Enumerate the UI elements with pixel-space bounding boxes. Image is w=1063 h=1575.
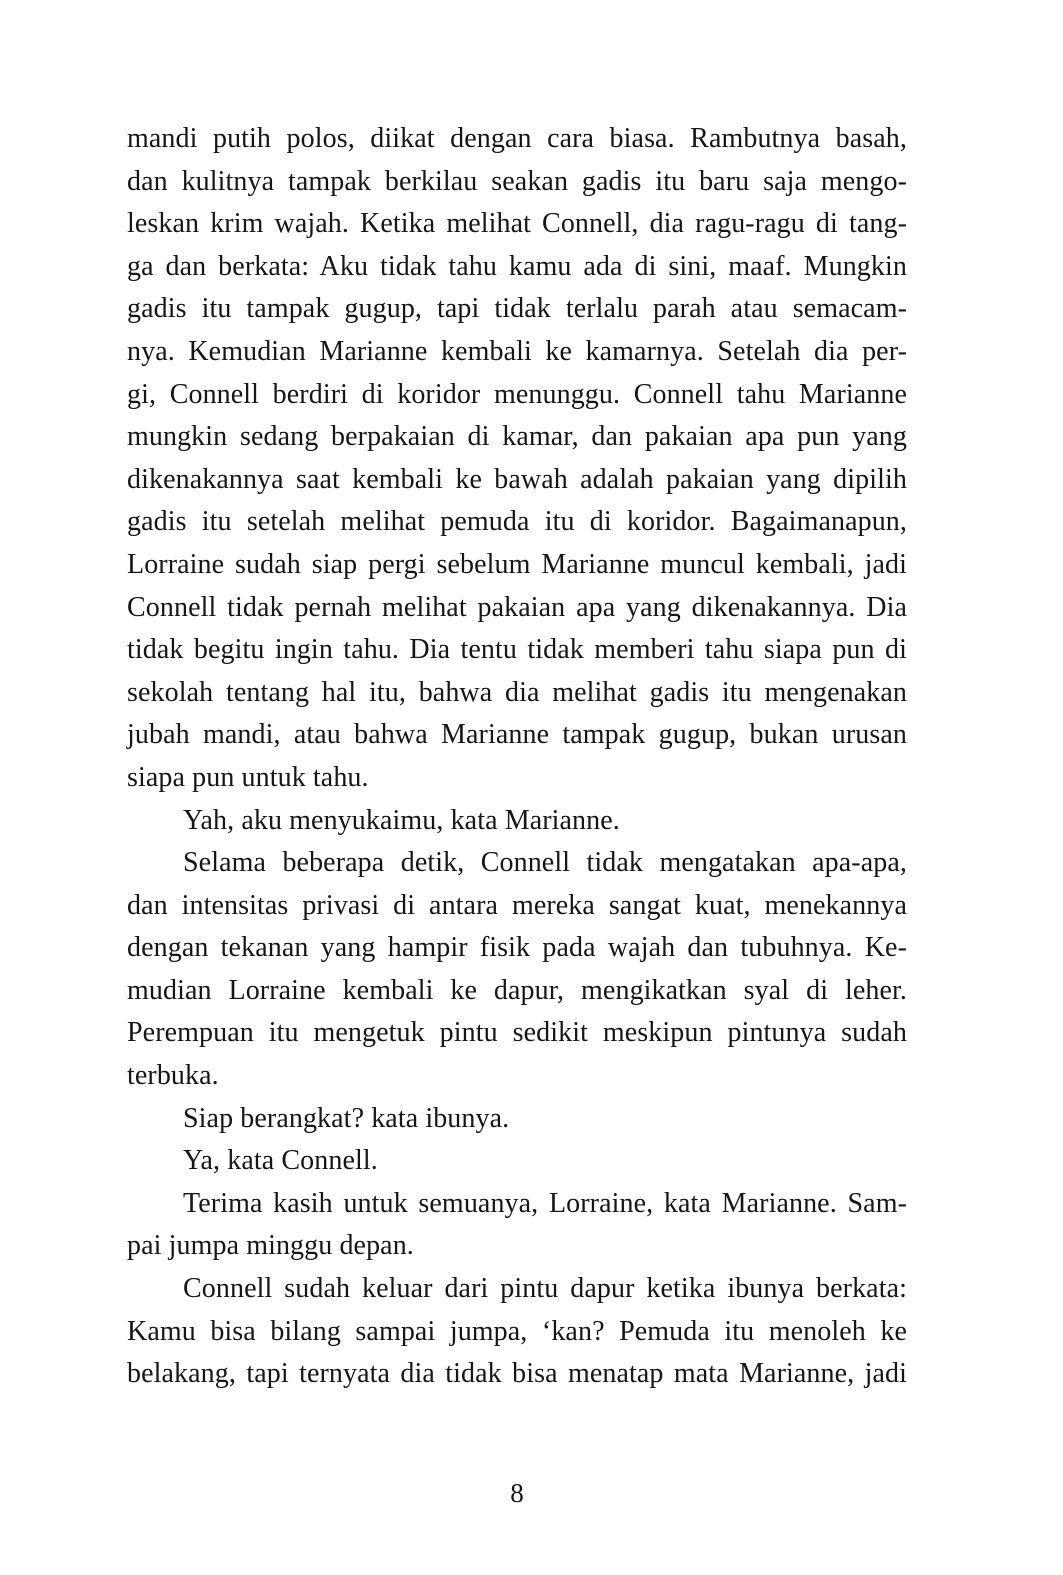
text-line: Ya, kata Connell. <box>183 1145 378 1177</box>
text-line: dengan tekanan yang hampir fisik pada wajah dan tubuhnya. Ke- <box>127 932 907 964</box>
paragraph <box>127 1268 907 1396</box>
text-line: leskan krim wajah. Ketika melihat Connell, dia ragu-ragu di tang- <box>127 208 907 240</box>
text-line: gi, Connell berdiri di koridor menunggu. Connell tahu Marianne <box>127 378 907 410</box>
text-line: gadis itu tampak gugup, tapi tidak terlalu parah atau semacam- <box>127 293 907 325</box>
text-line: pai jumpa minggu depan. <box>127 1230 414 1262</box>
text-line: Siap berangkat? kata ibunya. <box>183 1102 510 1134</box>
paragraph <box>127 118 907 800</box>
paragraph <box>127 1183 907 1268</box>
paragraph <box>127 842 907 1098</box>
text-line: dan kulitnya tampak berkilau seakan gadis itu baru saja mengo- <box>127 165 907 197</box>
text-line: Selama beberapa detik, Connell tidak mengatakan apa-apa, <box>183 847 907 879</box>
text-line: Perempuan itu mengetuk pintu sedikit meskipun pintunya sudah <box>127 1017 907 1049</box>
text-line: sekolah tentang hal itu, bahwa dia melihat gadis itu mengenakan <box>127 676 907 708</box>
body-text <box>127 118 907 1396</box>
text-line: mudian Lorraine kembali ke dapur, mengikatkan syal di leher. <box>127 974 907 1006</box>
text-line: Connell tidak pernah melihat pakaian apa yang dikenakannya. Dia <box>127 591 907 623</box>
text-line: Kamu bisa bilang sampai jumpa, ‘kan? Pemuda itu menoleh ke <box>127 1315 907 1347</box>
paragraph <box>127 1140 907 1183</box>
text-line: Lorraine sudah siap pergi sebelum Marianne muncul kembali, jadi <box>127 548 907 580</box>
text-line: belakang, tapi ternyata dia tidak bisa menatap mata Marianne, jadi <box>127 1358 907 1390</box>
text-line: dikenakannya saat kembali ke bawah adalah pakaian yang dipilih <box>127 463 907 495</box>
text-line: tidak begitu ingin tahu. Dia tentu tidak memberi tahu siapa pun di <box>127 634 907 666</box>
paragraph <box>127 1098 907 1141</box>
text-line: siapa pun untuk tahu. <box>127 761 369 793</box>
text-line: Yah, aku menyukaimu, kata Marianne. <box>183 804 620 836</box>
text-line: ga dan berkata: Aku tidak tahu kamu ada di sini, maaf. Mungkin <box>127 250 907 282</box>
text-line: dan intensitas privasi di antara mereka sangat kuat, menekannya <box>127 889 907 921</box>
text-line: gadis itu setelah melihat pemuda itu di koridor. Bagaimanapun, <box>127 506 907 538</box>
paragraph <box>127 800 907 843</box>
text-line: terbuka. <box>127 1060 219 1092</box>
text-line: mandi putih polos, diikat dengan cara biasa. Rambutnya basah, <box>127 123 907 154</box>
text-line: Connell sudah keluar dari pintu dapur ketika ibunya berkata: <box>183 1273 907 1305</box>
text-line: Terima kasih untuk semuanya, Lorraine, kata Marianne. Sam- <box>183 1187 907 1219</box>
text-line: nya. Kemudian Marianne kembali ke kamarnya. Setelah dia per- <box>127 335 907 367</box>
page-number: 8 <box>510 1478 524 1508</box>
text-line: mungkin sedang berpakaian di kamar, dan pakaian apa pun yang <box>127 421 907 453</box>
text-line: jubah mandi, atau bahwa Marianne tampak gugup, bukan urusan <box>127 719 907 751</box>
